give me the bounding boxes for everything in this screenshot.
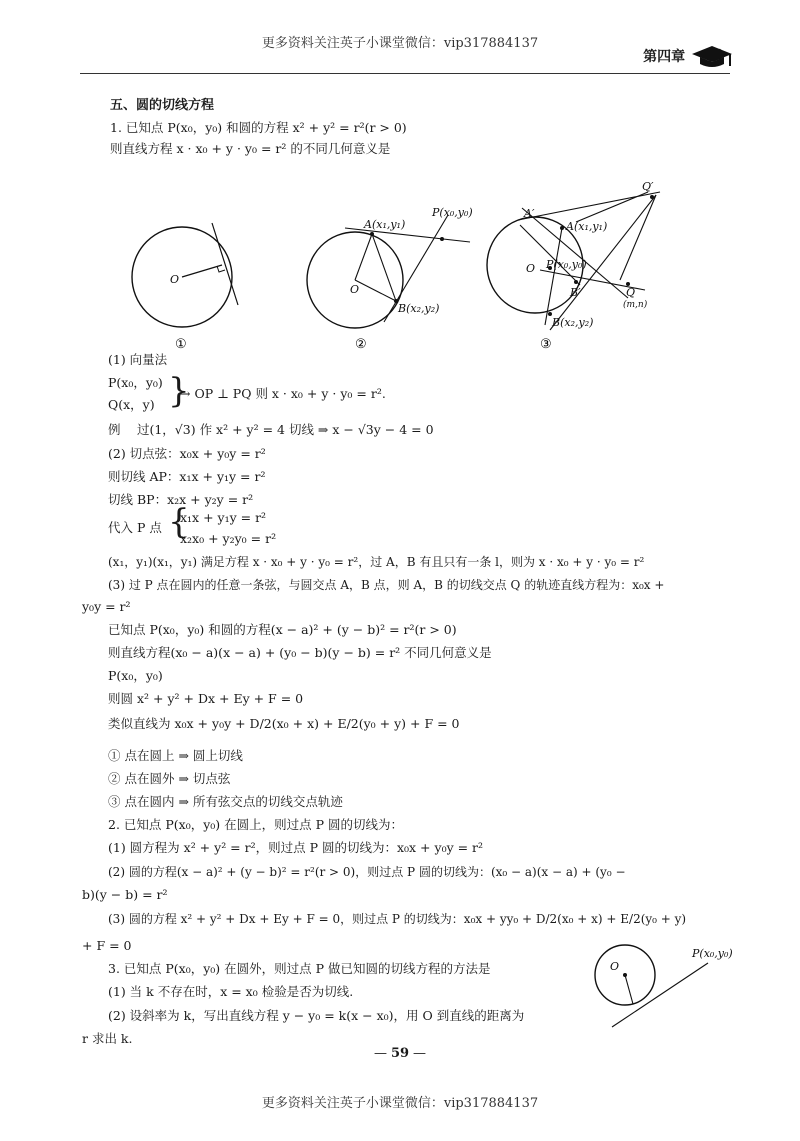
chapter-label: 第四章	[643, 49, 686, 65]
method1-vector: → OP ⊥ PQ 则 x · x₀ + y · y₀ = r².	[180, 386, 386, 401]
section-title: 五、圆的切线方程	[110, 98, 215, 113]
general-line2: 则直线方程(x₀ − a)(x − a) + (y₀ − b)(y − b) = r² 不同几何意义是	[108, 645, 492, 660]
q3-item2-line1: (2) 设斜率为 k，写出直线方程 y − y₀ = k(x − x₀)，用 O 到直线的距离为	[108, 1008, 525, 1023]
fig3-point-b: B(x₂,y₂)	[552, 316, 594, 329]
method2-tangent-bp: 切线 BP：x₂x + y₂y = r²	[108, 492, 254, 507]
fig2-center-label: O	[350, 283, 360, 296]
figure-1	[120, 205, 250, 355]
example-line: 例 过(1，√3) 作 x² + y² = 4 切线 ⇒ x − √3y − 4 = 0	[108, 422, 434, 437]
method1-q: Q(x，y)	[108, 397, 155, 412]
figure-3	[480, 180, 670, 355]
fig3-point-p: P(x₀,y₀)	[546, 258, 587, 271]
q2-title: 2. 已知点 P(x₀，y₀) 在圆上，则过点 P 圆的切线为：	[108, 817, 404, 832]
fig3-point-q: Q	[626, 286, 636, 299]
general-line1: 已知点 P(x₀，y₀) 和圆的方程(x − a)² + (y − b)² = r²(r > 0)	[108, 622, 457, 637]
fig1-number: ①	[175, 337, 187, 352]
q2-item2-line2: b)(y − b) = r²	[82, 887, 168, 902]
page-number: — 59 —	[373, 1046, 427, 1061]
method2-substitute: 代入 P 点	[108, 520, 162, 535]
fig2-point-b: B(x₂,y₂)	[398, 302, 440, 315]
fig3-q-coords: (m,n)	[623, 300, 648, 310]
case-3: ③ 点在圆内 ⇒ 所有弦交点的切线交点轨迹	[108, 794, 343, 809]
watermark-top: 更多资料关注英子小课堂微信：vip317884137	[261, 36, 539, 51]
fig2-number: ②	[355, 337, 367, 352]
fig3-point-q-prime: Q′	[642, 180, 654, 193]
watermark-bottom: 更多资料关注英子小课堂微信：vip317884137	[261, 1096, 539, 1111]
graduation-cap-icon	[690, 42, 734, 70]
figure-2	[300, 200, 490, 355]
q1-line1: 1. 已知点 P(x₀，y₀) 和圆的方程 x² + y² = r²(r > 0)	[110, 120, 407, 135]
method2-brace: {	[168, 502, 190, 542]
fig3-point-a: A(x₁,y₁)	[566, 220, 608, 233]
fig4-point-p: P(x₀,y₀)	[692, 947, 733, 960]
case-1: ① 点在圆上 ⇒ 圆上切线	[108, 748, 243, 763]
q3-item2-line2: r 求出 k.	[82, 1031, 133, 1046]
q1-line2: 则直线方程 x · x₀ + y · y₀ = r² 的不同几何意义是	[110, 141, 391, 156]
q2-item3-line2: + F = 0	[82, 938, 132, 953]
case-2: ② 点在圆外 ⇒ 切点弦	[108, 771, 231, 786]
page-number-value: 59	[390, 1046, 410, 1061]
method2-title: (2) 切点弦：x₀x + y₀y = r²	[108, 446, 266, 461]
q2-item2-line1: (2) 圆的方程(x − a)² + (y − b)² = r²(r > 0)，则过点 P 圆的切线为：(x₀ − a)(x − a) + (y₀ −	[108, 865, 626, 879]
method1-p: P(x₀，y₀)	[108, 375, 163, 390]
method1-brace: }	[168, 371, 190, 411]
fig4-center-label: O	[610, 960, 620, 973]
method3-line2: y₀y = r²	[82, 599, 131, 614]
header-rule	[80, 73, 730, 74]
method2-tangent-ap: 则切线 AP：x₁x + y₁y = r²	[108, 469, 266, 484]
general-line4: 则圆 x² + y² + Dx + Ey + F = 0	[108, 691, 304, 706]
general-line5: 类似直线为 x₀x + y₀y + D/2(x₀ + x) + E/2(y₀ + y) + F = 0	[108, 716, 460, 731]
fig3-center-label: O	[526, 262, 536, 275]
method3-line1: (3) 过 P 点在圆内的任意一条弦，与圆交点 A，B 点，则 A，B 的切线交点 Q 的轨迹直线方程为：x₀x +	[108, 578, 665, 592]
q3-title: 3. 已知点 P(x₀，y₀) 在圆外，则过点 P 做已知圆的切线方程的方法是	[108, 961, 491, 976]
method2-system-2: x₂x₀ + y₂y₀ = r²	[180, 531, 277, 546]
method2-conclusion: (x₁，y₁)(x₁，y₁) 满足方程 x · x₀ + y · y₀ = r²，过 A，B 有且只有一条 l，则为 x · x₀ + y · y₀ = r²	[108, 555, 645, 569]
q3-item1: (1) 当 k 不存在时，x = x₀ 检验是否为切线.	[108, 984, 354, 999]
fig3-point-a-prime: A′	[524, 207, 535, 220]
fig3-number: ③	[540, 337, 552, 352]
fig1-center-label: O	[170, 273, 180, 286]
fig2-point-p: P(x₀,y₀)	[432, 206, 473, 219]
fig2-point-a: A(x₁,y₁)	[364, 218, 406, 231]
method2-system-1: x₁x + y₁y = r²	[180, 510, 267, 525]
figure-4	[580, 935, 775, 1035]
q2-item1: (1) 圆方程为 x² + y² = r²，则过点 P 圆的切线为：x₀x + y₀y = r²	[108, 840, 484, 855]
general-line3: P(x₀，y₀)	[108, 668, 163, 683]
fig3-point-b-prime: B′	[570, 286, 581, 299]
q2-item3-line1: (3) 圆的方程 x² + y² + Dx + Ey + F = 0，则过点 P 的切线为：x₀x + yy₀ + D/2(x₀ + x) + E/2(y₀ + y)	[108, 912, 687, 926]
method1-title: (1) 向量法	[108, 352, 168, 367]
